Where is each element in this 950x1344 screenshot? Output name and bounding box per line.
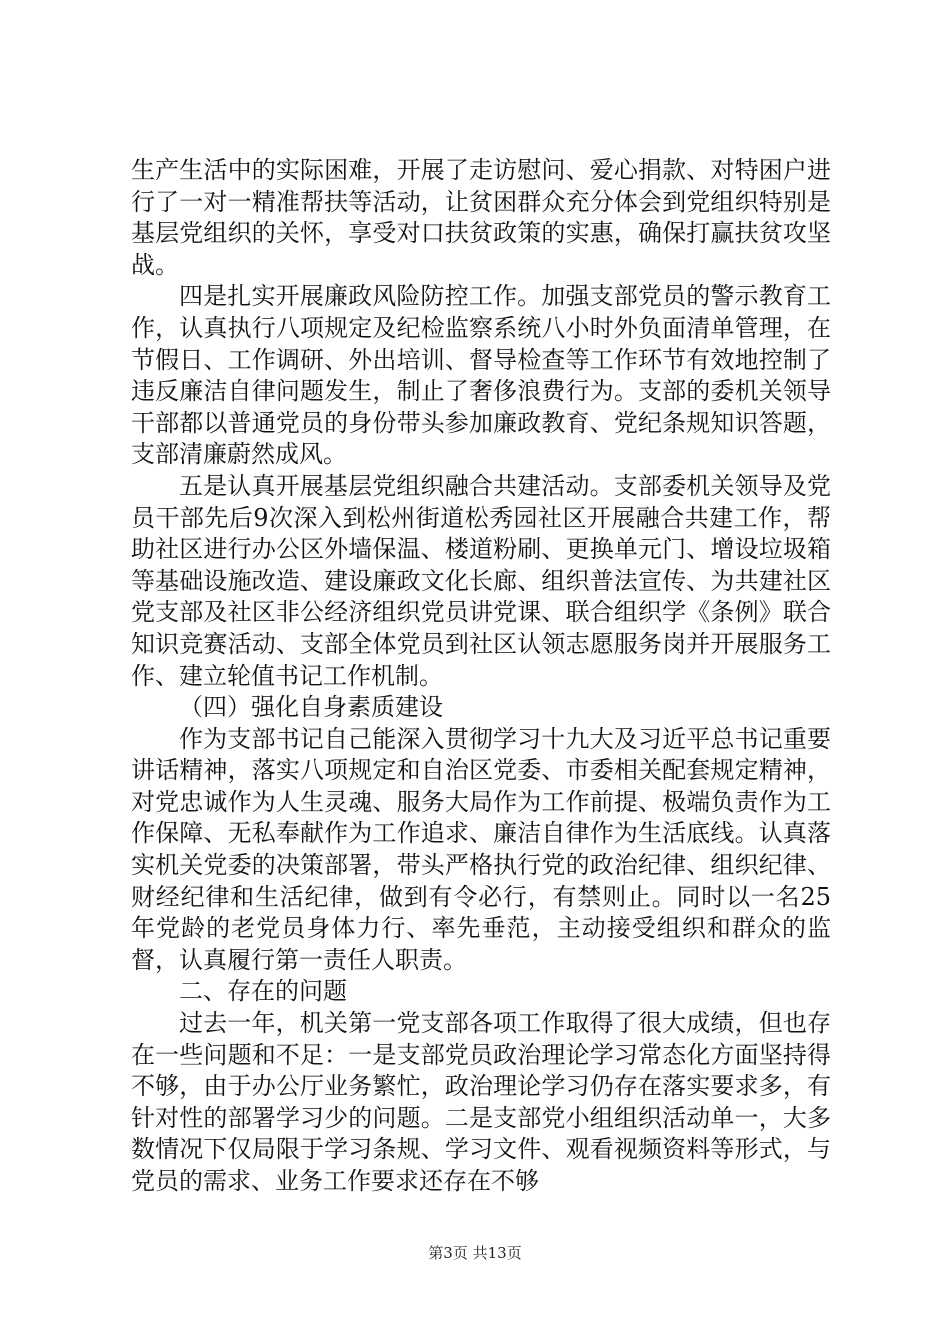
paragraph-item-five: 五是认真开展基层党组织融合共建活动。支部委机关领导及党员干部先后9次深入到松州街道松秀园社区开展融合共建工作，帮助社区进行办公区外墙保温、楼道粉刷、更换单元门、增设垃圾箱等基础设施改造、建设廉政文化长廊、组织普法宣传、为共建社区党支部及社区非公经济组织党员讲党课、联合组织学《条例》联合知识竞赛活动、支部全体党员到社区认领志愿服务岗并开展服务工作、建立轮值书记工作机制。 [131, 471, 831, 690]
document-body [131, 155, 831, 1198]
section-heading-four: （四）强化自身素质建设 [179, 693, 443, 722]
paragraph-continuation: 生产生活中的实际困难，开展了走访慰问、爱心捐款、对特困户进行了一对一精准帮扶等活动，让贫困群众充分体会到党组织特别是基层党组织的关怀，享受对口扶贫政策的实惠，确保打赢扶贫攻坚战。 [131, 156, 831, 279]
section-heading-problems: 二、存在的问题 [179, 977, 347, 1006]
paragraph-self-quality: 作为支部书记自己能深入贯彻学习十九大及习近平总书记重要讲话精神，落实八项规定和自治区党委、市委相关配套规定精神，对党忠诚作为人生灵魂、服务大局作为工作前提、极端负责作为工作保障、无私奉献作为工作追求、廉洁自律作为生活底线。认真落实机关党委的决策部署，带头严格执行党的政治纪律、组织纪律、财经纪律和生活纪律，做到有令必行，有禁则止。同时以一名25年党龄的老党员身体力行、率先垂范，主动接受组织和群众的监督，认真履行第一责任人职责。 [131, 724, 831, 974]
paragraph-item-four: 四是扎实开展廉政风险防控工作。加强支部党员的警示教育工作，认真执行八项规定及纪检监察系统八小时外负面清单管理，在节假日、工作调研、外出培训、督导检查等工作环节有效地控制了违反廉洁自律问题发生，制止了奢侈浪费行为。支部的委机关领导干部都以普通党员的身份带头参加廉政教育、党纪条规知识答题，支部清廉蔚然成风。 [131, 282, 831, 469]
paragraph-problems: 过去一年，机关第一党支部各项工作取得了很大成绩，但也存在一些问题和不足：一是支部党员政治理论学习常态化方面坚持得不够，由于办公厅业务繁忙，政治理论学习仍存在落实要求多，有针对性的部署学习少的问题。二是支部党小组组织活动单一，大多数情况下仅局限于学习条规、学习文件、观看视频资料等形式，与党员的需求、业务工作要求还存在不够 [131, 1009, 831, 1195]
page-number-footer: 第3页 共13页 [428, 1244, 522, 1262]
